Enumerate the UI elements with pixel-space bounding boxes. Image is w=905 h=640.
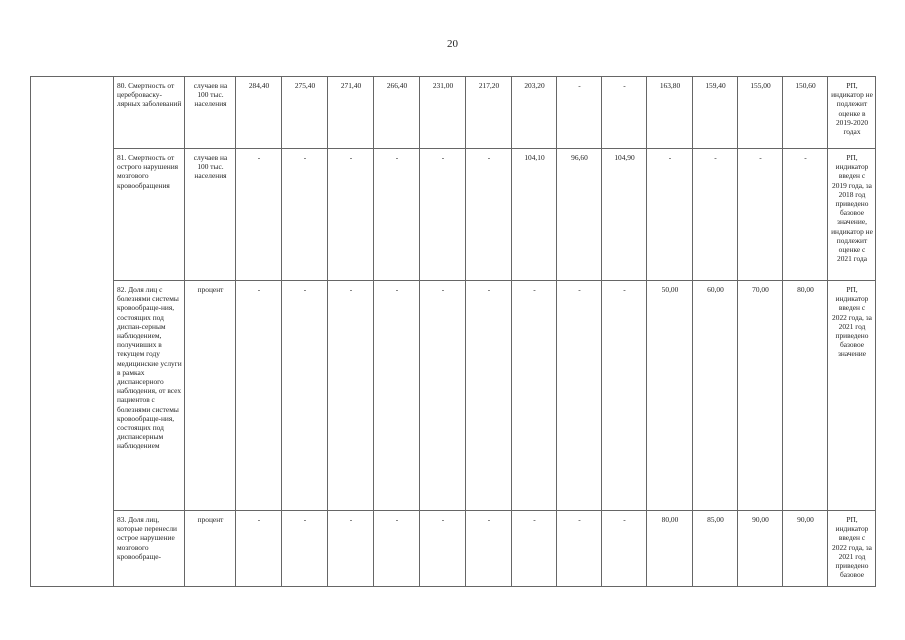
value-cell: - xyxy=(512,281,557,511)
value-cell: 163,80 xyxy=(647,77,693,149)
value-cell: 271,40 xyxy=(328,77,374,149)
value-cell: - xyxy=(374,511,420,587)
value-cell: - xyxy=(783,149,828,281)
note-cell: РП, индикатор не подлежит оценке в 2019-2020 годах xyxy=(828,77,876,149)
value-cell: 217,20 xyxy=(466,77,512,149)
page-number: 20 xyxy=(447,38,458,50)
value-cell: - xyxy=(282,511,328,587)
value-cell: 60,00 xyxy=(693,281,738,511)
value-cell: 231,00 xyxy=(420,77,466,149)
value-cell: 50,00 xyxy=(647,281,693,511)
value-cell: - xyxy=(236,511,282,587)
unit-cell: процент xyxy=(185,511,236,587)
indicator-table xyxy=(30,76,876,587)
value-cell: - xyxy=(512,511,557,587)
value-cell: 104,10 xyxy=(512,149,557,281)
value-cell: 266,40 xyxy=(374,77,420,149)
value-cell: 150,60 xyxy=(783,77,828,149)
table-row xyxy=(31,511,876,587)
note-cell: РП, индикатор введен с 2019 года, за 2018 год приведено базовое значение, индикатор не подлежит оценке с 2021 года xyxy=(828,149,876,281)
blank-column-cell xyxy=(31,77,114,587)
value-cell: 96,60 xyxy=(557,149,602,281)
value-cell: - xyxy=(420,149,466,281)
value-cell: - xyxy=(466,149,512,281)
value-cell: 284,40 xyxy=(236,77,282,149)
value-cell: - xyxy=(557,511,602,587)
value-cell: - xyxy=(557,281,602,511)
indicator-name-cell: 82. Доля лиц с болезнями системы кровообраще-ния, состоящих под диспан-серным наблюдением, получивших в текущем году медицинские услуги в рамках диспансерного наблюдения, от всех пациентов с болезнями системы кровообраще-ния, состоящих под диспансерным наблюдением xyxy=(114,281,185,511)
value-cell: - xyxy=(420,511,466,587)
indicator-name-cell: 80. Смертность от цереброваску-лярных заболеваний xyxy=(114,77,185,149)
value-cell: 275,40 xyxy=(282,77,328,149)
value-cell: - xyxy=(374,281,420,511)
table-row xyxy=(31,77,876,149)
value-cell: - xyxy=(738,149,783,281)
table-row xyxy=(31,281,876,511)
unit-cell: процент xyxy=(185,281,236,511)
value-cell: - xyxy=(282,281,328,511)
value-cell: 90,00 xyxy=(783,511,828,587)
note-cell: РП, индикатор введен с 2022 года, за 2021 год приведено базовое значение xyxy=(828,281,876,511)
value-cell: - xyxy=(282,149,328,281)
value-cell: 104,90 xyxy=(602,149,647,281)
value-cell: - xyxy=(647,149,693,281)
value-cell: - xyxy=(557,77,602,149)
value-cell: 203,20 xyxy=(512,77,557,149)
value-cell: 85,00 xyxy=(693,511,738,587)
value-cell: - xyxy=(328,511,374,587)
value-cell: - xyxy=(602,281,647,511)
value-cell: 159,40 xyxy=(693,77,738,149)
value-cell: - xyxy=(236,281,282,511)
value-cell: - xyxy=(328,149,374,281)
note-cell: РП, индикатор введен с 2022 года, за 2021 год приведено базовое xyxy=(828,511,876,587)
indicator-name-cell: 83. Доля лиц, которые перенесли острое нарушение мозгового кровообраще- xyxy=(114,511,185,587)
value-cell: - xyxy=(328,281,374,511)
value-cell: - xyxy=(693,149,738,281)
value-cell: 155,00 xyxy=(738,77,783,149)
value-cell: - xyxy=(374,149,420,281)
table-row xyxy=(31,149,876,281)
value-cell: 80,00 xyxy=(647,511,693,587)
value-cell: - xyxy=(602,511,647,587)
value-cell: 90,00 xyxy=(738,511,783,587)
value-cell: - xyxy=(466,511,512,587)
value-cell: - xyxy=(236,149,282,281)
unit-cell: случаев на 100 тыс. населения xyxy=(185,149,236,281)
value-cell: - xyxy=(602,77,647,149)
unit-cell: случаев на 100 тыс. населения xyxy=(185,77,236,149)
value-cell: 70,00 xyxy=(738,281,783,511)
value-cell: - xyxy=(466,281,512,511)
value-cell: 80,00 xyxy=(783,281,828,511)
value-cell: - xyxy=(420,281,466,511)
indicator-name-cell: 81. Смертность от острого нарушения мозгового кровообращения xyxy=(114,149,185,281)
